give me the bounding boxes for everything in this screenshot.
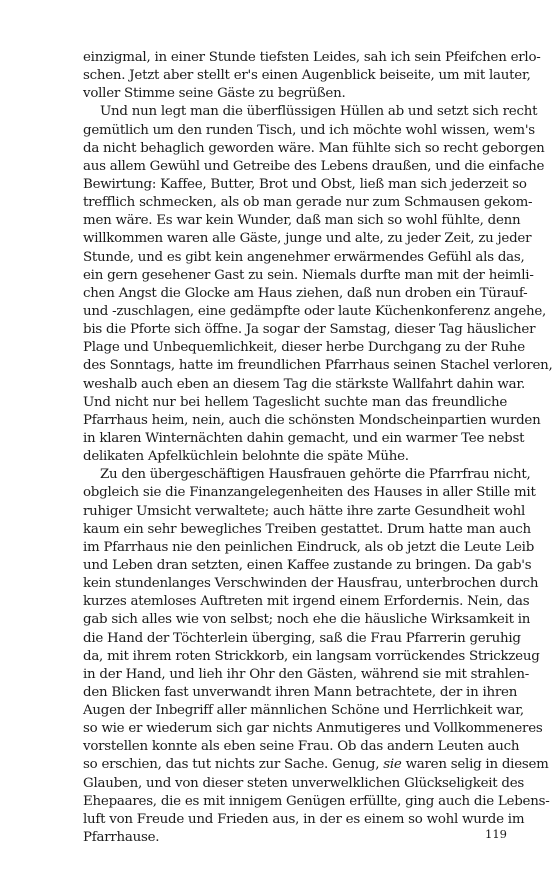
text-line: Plage und Unbequemlichkeit, dieser herbe Durchgang zu der Ruhe	[83, 340, 525, 356]
text-line: in klaren Winternächten dahin gemacht, und ein warmer Tee nebst	[83, 430, 525, 446]
text-line: und -zuschlagen, eine gedämpfte oder laute Küchenkonferenz angehe,	[83, 303, 547, 319]
text-line: vorstellen konnte als eben seine Frau. Ob das andern Leuten auch	[83, 739, 520, 755]
text-line: Glauben, und von dieser steten unverwelklichen Glückseligkeit des	[83, 775, 525, 791]
text-line: Und nicht nur bei hellem Tageslicht suchte man das freundliche	[83, 394, 507, 410]
text-line: und Leben dran setzten, einen Kaffee zustande zu bringen. Da gab's	[83, 557, 532, 573]
paragraph	[83, 103, 553, 466]
text-line: bis die Pforte sich öffne. Ja sogar der Samstag, dieser Tag häuslicher	[83, 322, 536, 338]
page-number: 119	[485, 827, 507, 841]
text-line: gab sich alles wie von selbst; noch ehe die häusliche Wirksamkeit in	[83, 612, 531, 628]
text-line: da nicht behaglich geworden wäre. Man fühlte sich so recht geborgen	[83, 140, 545, 156]
text-line: kurzes atemloses Auftreten mit irgend einem Erfordernis. Nein, das	[83, 594, 530, 610]
text-line: aus allem Gewühl und Getreibe des Lebens draußen, und die einfache	[83, 158, 545, 174]
text-line: ruhiger Umsicht verwaltete; auch hätte ihre zarte Gesundheit wohl	[83, 503, 525, 519]
text-line: willkommen waren alle Gäste, junge und alte, zu jeder Zeit, zu jeder	[83, 231, 532, 247]
body-text	[83, 49, 553, 847]
text-line: schen. Jetzt aber stellt er's einen Augenblick beiseite, um mit lauter,	[83, 68, 531, 84]
text-line: Und nun legt man die überflüssigen Hüllen ab und setzt sich recht	[100, 104, 538, 120]
text-line: obgleich sie die Finanzangelegenheiten des Hauses in aller Stille mit	[83, 485, 536, 501]
text-line: Ehepaares, die es mit innigem Genügen erfüllte, ging auch die Lebens-	[83, 793, 550, 809]
text-line: Pfarrhaus heim, nein, auch die schönsten Mondscheinpartien wurden	[83, 412, 541, 428]
text-line: delikaten Apfelküchlein belohnte die späte Mühe.	[83, 449, 409, 465]
text-line: kein stundenlanges Verschwinden der Hausfrau, unterbrochen durch	[83, 576, 539, 592]
text-line: des Sonntags, hatte im freundlichen Pfarrhaus seinen Stachel verloren,	[83, 358, 553, 374]
paragraph	[83, 49, 541, 103]
text-line: Augen der Inbegriff aller männlichen Schöne und Herrlichkeit war,	[83, 703, 524, 719]
text-line: Stunde, und es gibt kein angenehmer erwärmendes Gefühl als das,	[83, 249, 525, 265]
text-line: in der Hand, und lieh ihr Ohr den Gästen, während sie mit strahlen-	[83, 666, 529, 682]
text-line: die Hand der Töchterlein überging, saß die Frau Pfarrerin geruhig	[83, 630, 521, 646]
text-line: so wie er wiederum sich gar nichts Anmutigeres und Vollkommeneres	[83, 721, 543, 737]
text-line: Zu den übergeschäftigen Hausfrauen gehörte die Pfarrfrau nicht,	[100, 467, 531, 483]
text-line: voller Stimme seine Gäste zu begrüßen.	[83, 86, 346, 102]
text-line: chen Angst die Glocke am Haus ziehen, daß nun droben ein Türauf-	[83, 285, 528, 301]
text-line: da, mit ihrem roten Strickkorb, ein langsam vorrückendes Strickzeug	[83, 648, 540, 664]
emphasis: sie	[383, 757, 402, 773]
text-line: im Pfarrhaus nie den peinlichen Eindruck, als ob jetzt die Leute Leib	[83, 539, 535, 555]
text-line: weshalb auch eben an diesem Tag die stärkste Wallfahrt dahin war.	[83, 376, 526, 392]
text-line: Pfarrhause.	[83, 830, 160, 846]
paragraph	[83, 466, 550, 847]
text-line: einzigmal, in einer Stunde tiefsten Leides, sah ich sein Pfeifchen erlo-	[83, 50, 541, 65]
text-line: trefflich schmecken, als ob man gerade nur zum Schmausen gekom-	[83, 195, 533, 211]
text-line: ein gern gesehener Gast zu sein. Niemals durfte man mit der heimli-	[83, 267, 534, 283]
text-line: Bewirtung: Kaffee, Butter, Brot und Obst, ließ man sich jederzeit so	[83, 176, 527, 192]
text-line: den Blicken fast unverwandt ihren Mann betrachtete, der in ihren	[83, 684, 518, 700]
text-line: gemütlich um den runden Tisch, und ich möchte wohl wissen, wem's	[83, 122, 535, 138]
text-line: men wäre. Es war kein Wunder, daß man sich so wohl fühlte, denn	[83, 213, 521, 229]
text-line: luft von Freude und Frieden aus, in der es einem so wohl wurde im	[83, 811, 525, 827]
text-line: kaum ein sehr bewegliches Treiben gestattet. Drum hatte man auch	[83, 521, 531, 537]
text-line: so erschien, das tut nichts zur Sache. Genug, sie waren selig in diesem	[83, 757, 549, 773]
